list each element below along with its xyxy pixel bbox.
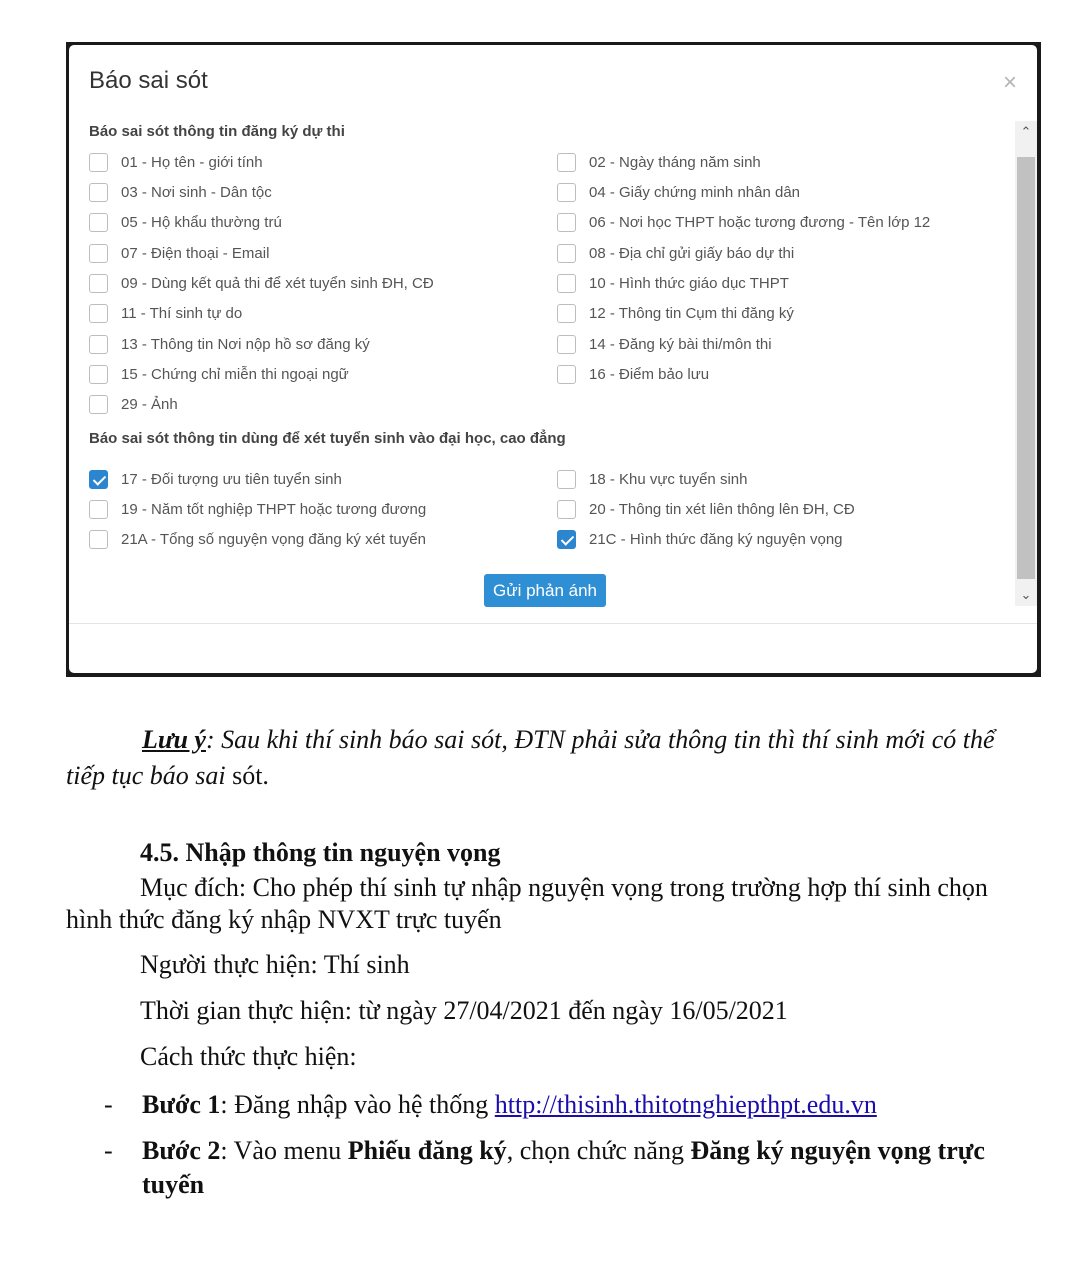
checkbox[interactable] <box>557 304 576 323</box>
checkbox-label: 08 - Địa chỉ gửi giấy báo dự thi <box>589 245 795 262</box>
checkbox[interactable] <box>89 365 108 384</box>
note-text: : Sau khi thí sinh báo sai sót, ĐTN phải sửa thông tin thì thí sinh mới có thể tiếp tục báo sai <box>66 725 995 790</box>
checkbox[interactable] <box>557 365 576 384</box>
checkbox-label: 19 - Năm tốt nghiệp THPT hoặc tương đương <box>121 501 427 518</box>
checkbox[interactable] <box>89 335 108 354</box>
section-title-admission: Báo sai sót thông tin dùng để xét tuyển sinh vào đại học, cao đẳng <box>89 430 566 447</box>
purpose-text: Mục đích: Cho phép thí sinh tự nhập nguyện vọng trong trường hợp thí sinh chọn hình thức đăng ký nhập NVXT trực tuyến <box>66 873 988 934</box>
checkbox-label: 10 - Hình thức giáo dục THPT <box>589 275 789 292</box>
checkbox-item-17[interactable] <box>89 470 342 489</box>
submit-report-button[interactable]: Gửi phản ánh <box>484 574 606 607</box>
checkbox[interactable] <box>89 530 108 549</box>
checkbox-checked[interactable] <box>89 470 108 489</box>
checkbox-label: 14 - Đăng ký bài thi/môn thi <box>589 336 772 353</box>
checkbox[interactable] <box>557 244 576 263</box>
modal-body <box>69 121 1037 606</box>
modal-footer <box>69 623 1037 673</box>
checkbox-label: 16 - Điểm bảo lưu <box>589 366 710 383</box>
checkbox-item-20[interactable] <box>557 500 855 519</box>
checkbox-label: 09 - Dùng kết quả thi để xét tuyển sinh ĐH, CĐ <box>121 275 434 292</box>
checkbox-checked[interactable] <box>557 530 576 549</box>
checkbox-item-06[interactable] <box>557 213 930 232</box>
checkbox[interactable] <box>557 183 576 202</box>
step1-text: : Đăng nhập vào hệ thống <box>220 1090 495 1119</box>
checkbox-item-15[interactable] <box>89 365 349 384</box>
checkbox-item-09[interactable] <box>89 274 434 293</box>
checkbox-label: 29 - Ảnh <box>121 396 178 413</box>
checkbox[interactable] <box>557 470 576 489</box>
checkbox[interactable] <box>89 213 108 232</box>
close-icon[interactable]: × <box>1002 69 1017 96</box>
checkbox-item-19[interactable] <box>89 500 426 519</box>
bullet-dash: - <box>104 1090 113 1119</box>
checkbox[interactable] <box>557 335 576 354</box>
checkbox-item-08[interactable] <box>557 244 794 263</box>
step2-text-2: , chọn chức năng <box>506 1136 691 1165</box>
checkbox-label: 03 - Nơi sinh - Dân tộc <box>121 184 272 201</box>
checkbox-label: 21C - Hình thức đăng ký nguyện vọng <box>589 531 843 548</box>
checkbox-item-21a[interactable] <box>89 530 426 549</box>
checkbox[interactable] <box>89 153 108 172</box>
modal-header <box>69 45 1037 121</box>
checkbox-item-01[interactable] <box>89 153 263 172</box>
step-2 <box>104 1134 1024 1202</box>
section-title-registration: Báo sai sót thông tin đăng ký dự thi <box>89 123 345 140</box>
checkbox-label: 15 - Chứng chỉ miễn thi ngoại ngữ <box>121 366 349 383</box>
step1-label: Bước 1 <box>142 1090 221 1119</box>
checkbox-item-14[interactable] <box>557 335 772 354</box>
checkbox-item-07[interactable] <box>89 244 269 263</box>
checkbox-item-11[interactable] <box>89 304 242 323</box>
screenshot-frame <box>66 42 1041 677</box>
checkbox-item-04[interactable] <box>557 183 800 202</box>
checkbox-label: 11 - Thí sinh tự do <box>121 305 243 322</box>
step2-text-1: : Vào menu <box>220 1136 348 1165</box>
time-line: Thời gian thực hiện: từ ngày 27/04/2021 đến ngày 16/05/2021 <box>140 996 788 1025</box>
checkbox-label: 21A - Tổng số nguyện vọng đăng ký xét tuyển <box>121 531 426 548</box>
checkbox[interactable] <box>89 395 108 414</box>
checkbox[interactable] <box>557 274 576 293</box>
checkbox-item-03[interactable] <box>89 183 272 202</box>
note-tail: sót. <box>225 761 269 790</box>
checkbox[interactable] <box>557 213 576 232</box>
scroll-up-icon[interactable]: ⌃ <box>1020 124 1032 139</box>
method-line: Cách thức thực hiện: <box>140 1042 357 1071</box>
login-link[interactable]: http://thisinh.thitotnghiepthpt.edu.vn <box>494 1090 877 1119</box>
scroll-down-icon[interactable]: ⌄ <box>1020 587 1032 602</box>
checkbox-label: 13 - Thông tin Nơi nộp hồ sơ đăng ký <box>121 336 370 353</box>
checkbox-label: 12 - Thông tin Cụm thi đăng ký <box>589 305 794 322</box>
checkbox-item-18[interactable] <box>557 470 747 489</box>
scroll-thumb[interactable] <box>1017 157 1035 579</box>
checkbox-label: 05 - Hộ khẩu thường trú <box>121 214 282 231</box>
checkbox-item-10[interactable] <box>557 274 789 293</box>
step-1 <box>104 1088 1024 1122</box>
step2-label: Bước 2 <box>142 1136 221 1165</box>
checkbox-label: 07 - Điện thoại - Email <box>121 245 270 262</box>
checkbox[interactable] <box>89 244 108 263</box>
bullet-dash: - <box>104 1136 113 1165</box>
performer-line: Người thực hiện: Thí sinh <box>140 950 410 979</box>
section-heading: 4.5. Nhập thông tin nguyện vọng <box>140 838 501 867</box>
vertical-scrollbar[interactable] <box>1015 121 1037 606</box>
checkbox-item-02[interactable] <box>557 153 761 172</box>
checkbox-item-21c[interactable] <box>557 530 843 549</box>
purpose-paragraph <box>66 872 1026 936</box>
checkbox-label: 04 - Giấy chứng minh nhân dân <box>589 184 801 201</box>
checkbox-item-05[interactable] <box>89 213 282 232</box>
checkbox[interactable] <box>557 153 576 172</box>
step2-menu: Phiếu đăng ký <box>347 1136 507 1165</box>
step2-function: Đăng ký nguyện vọng trực tuyến <box>142 1136 985 1199</box>
checkbox-label: 20 - Thông tin xét liên thông lên ĐH, CĐ <box>589 501 855 518</box>
checkbox-label: 02 - Ngày tháng năm sinh <box>589 154 761 171</box>
checkbox[interactable] <box>557 500 576 519</box>
checkbox-item-12[interactable] <box>557 304 794 323</box>
checkbox[interactable] <box>89 304 108 323</box>
note-paragraph <box>66 722 1026 794</box>
checkbox[interactable] <box>89 183 108 202</box>
checkbox[interactable] <box>89 274 108 293</box>
modal-title: Báo sai sót <box>89 67 208 94</box>
checkbox[interactable] <box>89 500 108 519</box>
note-label: Lưu ý <box>142 725 206 754</box>
checkbox-label: 18 - Khu vực tuyển sinh <box>589 471 748 488</box>
error-report-modal <box>69 45 1037 673</box>
checkbox-item-13[interactable] <box>89 335 370 354</box>
checkbox-label: 17 - Đối tượng ưu tiên tuyển sinh <box>121 471 342 488</box>
checkbox-label: 01 - Họ tên - giới tính <box>121 154 263 171</box>
checkbox-item-29[interactable] <box>89 395 178 414</box>
checkbox-item-16[interactable] <box>557 365 709 384</box>
checkbox-label: 06 - Nơi học THPT hoặc tương đương - Tên lớp 12 <box>589 214 931 231</box>
